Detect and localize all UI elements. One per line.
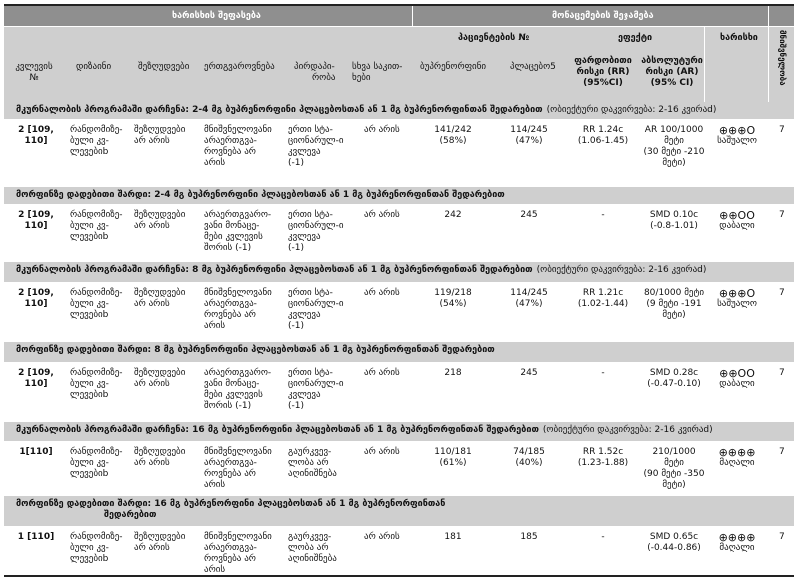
cell-line: 114/245 <box>510 125 548 135</box>
cell-line: 2 [109, <box>18 125 54 135</box>
cell-studies <box>14 447 58 458</box>
cell-line: - <box>601 368 605 378</box>
cell-other <box>364 447 414 458</box>
col-rr-line: ფარდობითი <box>574 56 632 66</box>
cell-line: 1[110] <box>19 447 53 457</box>
cell-line: ციონარულ-ი <box>288 379 344 389</box>
cell-line: ლევებიb <box>70 390 109 400</box>
cell-rr <box>570 288 636 310</box>
cell-line: არ არის <box>364 210 400 220</box>
cell-line: - <box>601 532 605 542</box>
cell-line: 2 [109, <box>18 368 54 378</box>
cell-line: ერთი სტა- <box>288 210 333 220</box>
cell-studies <box>14 210 58 232</box>
col-ar-line: აბსოლუტური <box>641 56 703 66</box>
cell-line: არ არის <box>364 532 400 542</box>
cell-limitations <box>134 368 196 390</box>
cell-line: არ არის <box>134 136 170 146</box>
cell-line: ლობა არ <box>288 543 329 553</box>
section-title: მკურნალობის პროგრამაში დარჩენა: 16 მგ ბუპრენორფინი პლაცებოსთან ან 1 მგ ბუპრენორფინთან შედარებით <box>16 425 539 435</box>
section-header <box>4 262 794 282</box>
cell-design <box>70 532 130 565</box>
cell-line: 2 [109, <box>18 288 54 298</box>
cell-line: კვლევა <box>288 390 321 400</box>
cell-line: ბული კვ- <box>70 458 109 468</box>
cell-inconsistency <box>204 288 284 332</box>
summary-of-findings-header: მონაცემების შეჯამება <box>552 11 654 21</box>
quality-label: საშუალო <box>717 299 757 309</box>
section-title: მკურნალობის პროგრამაში დარჩენა: 8 მგ ბუპრენორფინი პლაცებოსთან ან 1 მგ ბუპრენორფინთან შედარებით <box>16 265 533 275</box>
cell-line: არაერთგვა- <box>204 458 257 468</box>
cell-line: (47%) <box>515 299 543 309</box>
cell-line: ლევებიb <box>70 310 109 320</box>
cell-rr <box>570 447 636 469</box>
cell-bup <box>418 210 488 221</box>
cell-line: (-1) <box>288 243 304 253</box>
col-other-header <box>352 62 402 84</box>
cell-line: შორის (-1) <box>204 243 252 253</box>
cell-line: (-0.8-1.01) <box>650 221 698 231</box>
quality-rating: ⊕⊕⊕⊕ <box>718 531 756 544</box>
cell-inconsistency <box>204 447 284 491</box>
cell-rr <box>570 532 636 543</box>
cell-other <box>364 532 414 543</box>
cell-line: RR 1.24c <box>582 125 624 135</box>
quality-rating: ⊕⊕⊕O <box>718 124 756 137</box>
cell-inconsistency <box>204 532 284 576</box>
cell-line: გაურკვევ- <box>288 447 332 457</box>
col-rr-line: რისკი (RR) <box>576 67 630 77</box>
col-studies-line: № <box>29 73 39 83</box>
cell-line: არ არის <box>134 299 170 309</box>
divider-importance <box>768 6 769 102</box>
cell-placebo <box>494 210 564 221</box>
section-title: მორფინზე დადებითი შარდი: 8 მგ ბუპრენორფინი პლაცებოსთან ან 1 მგ ბუპრენორფინთან შედარებით <box>16 345 495 355</box>
cell-line: (-1) <box>288 321 304 331</box>
cell-limitations <box>134 532 196 554</box>
cell-line: კვლევა <box>288 310 321 320</box>
cell-limitations <box>134 210 196 232</box>
cell-line: არის <box>204 480 226 490</box>
cell-line: ვანი მონაცე- <box>204 379 260 389</box>
cell-inconsistency <box>204 210 284 254</box>
section-note: (ობიექტური დაკვირვება: 2-16 კვირაd) <box>542 425 713 435</box>
col-studies-header <box>14 62 54 84</box>
cell-other <box>364 125 414 136</box>
cell-line: არის <box>204 565 226 575</box>
cell-line: 110] <box>24 136 48 146</box>
cell-line: არ არის <box>364 368 400 378</box>
cell-limitations <box>134 288 196 310</box>
cell-design <box>70 125 130 158</box>
cell-quality <box>708 210 766 232</box>
cell-quality <box>708 368 766 390</box>
cell-line: არ არის <box>134 458 170 468</box>
section-header <box>4 102 794 119</box>
cell-line: რანდომიზე- <box>70 368 123 378</box>
cell-ar <box>636 447 712 491</box>
quality-rating: ⊕⊕OO <box>719 209 755 222</box>
cell-line: ბული კვ- <box>70 221 109 231</box>
cell-line: არაერთგვარო- <box>204 210 272 220</box>
cell-design <box>70 210 130 243</box>
section-header <box>4 342 794 362</box>
quality-label: დაბალი <box>719 221 755 231</box>
cell-rr <box>570 368 636 379</box>
cell-line: (47%) <box>515 136 543 146</box>
col-studies-line: კვლევის <box>15 62 53 72</box>
cell-line: ლევებიb <box>70 469 109 479</box>
cell-indirectness <box>288 368 352 412</box>
cell-line: (1.06-1.45) <box>577 136 629 146</box>
cell-line: არ არის <box>134 543 170 553</box>
cell-importance: 7 <box>779 288 785 298</box>
cell-line: ერთი სტა- <box>288 288 333 298</box>
divider-quality <box>704 26 705 102</box>
cell-line: (40%) <box>515 458 543 468</box>
col-indirectness-line: რობა <box>312 73 336 83</box>
cell-line: კვლევა <box>288 147 321 157</box>
cell-line: AR 100/1000 <box>644 125 704 135</box>
section-header <box>4 422 794 441</box>
cell-design <box>70 368 130 401</box>
cell-line: (54%) <box>439 299 467 309</box>
cell-other <box>364 210 414 221</box>
cell-line: ლევებიb <box>70 147 109 157</box>
cell-bup <box>418 368 488 379</box>
cell-line: მეტი) <box>662 158 686 168</box>
col-rr-header <box>570 56 636 89</box>
cell-line: მები კვლევის <box>204 232 263 242</box>
cell-line: რანდომიზე- <box>70 532 123 542</box>
cell-line: 181 <box>444 532 462 542</box>
cell-line: მნიშვნელოვანი <box>204 125 272 135</box>
cell-limitations <box>134 447 196 469</box>
cell-line: მნიშვნელოვანი <box>204 532 272 542</box>
importance-header: მნიშვნელობა <box>778 30 787 86</box>
cell-line: 141/242 <box>434 125 472 135</box>
cell-line: არ არის <box>364 447 400 457</box>
cell-placebo <box>494 447 564 469</box>
divider-groups <box>412 6 413 26</box>
cell-other <box>364 288 414 299</box>
col-placebo-header: პლაცებო5 <box>510 62 556 72</box>
cell-line: არაერთგვა- <box>204 543 257 553</box>
col-inconsistency-header: ერთგვაროვნება <box>204 62 275 72</box>
col-indirectness-line: პირდაპი- <box>294 62 335 72</box>
cell-line: 74/185 <box>513 447 545 457</box>
cell-line: SMD 0.10c <box>649 210 699 220</box>
cell-line: ციონარულ-ი <box>288 221 344 231</box>
section-title-line2: შედარებით <box>104 510 157 520</box>
cell-studies <box>14 368 58 390</box>
cell-placebo <box>494 288 564 310</box>
cell-line: (61%) <box>439 458 467 468</box>
cell-line: არის <box>204 321 226 331</box>
cell-other <box>364 368 414 379</box>
cell-quality <box>708 288 766 310</box>
cell-line: შეზღუდვები <box>134 125 186 135</box>
cell-line: - <box>601 210 605 220</box>
cell-line: შეზღუდვები <box>134 210 186 220</box>
cell-line: რანდომიზე- <box>70 288 123 298</box>
cell-line: (1.23-1.88) <box>577 458 629 468</box>
cell-line: რანდომიზე- <box>70 125 123 135</box>
cell-ar <box>636 368 712 390</box>
cell-line: RR 1.52c <box>582 447 624 457</box>
section-title: მკურნალობის პროგრამაში დარჩენა: 2-4 მგ ბუპრენორფინი პლაცებოსთან ან 1 მგ ბუპრენორფინთან შედარებით <box>16 105 543 115</box>
cell-line: ბული კვ- <box>70 299 109 309</box>
cell-line: შეზღუდვები <box>134 447 186 457</box>
cell-line: შეზღუდვები <box>134 368 186 378</box>
cell-bup <box>418 447 488 469</box>
patients-number-header: პაციენტების № <box>458 33 530 43</box>
col-other-line: ხები <box>352 73 371 83</box>
cell-line: არის <box>204 158 226 168</box>
cell-quality <box>708 447 766 469</box>
section-header <box>4 496 794 526</box>
cell-rr <box>570 125 636 147</box>
cell-line: მნიშვნელოვანი <box>204 447 272 457</box>
quality-rating: ⊕⊕OO <box>719 367 755 380</box>
cell-line: არ არის <box>134 221 170 231</box>
quality-label: მაღალი <box>719 543 755 553</box>
col-limitations-header: შეზღუდვები <box>138 62 190 72</box>
cell-line: (-1) <box>288 401 304 411</box>
cell-bup <box>418 125 488 147</box>
cell-line: 2 [109, <box>18 210 54 220</box>
col-ar-header <box>634 56 710 89</box>
cell-line: (-0.47-0.10) <box>647 379 701 389</box>
cell-line: კვლევა <box>288 232 321 242</box>
cell-studies <box>14 532 58 543</box>
cell-line: ვანი მონაცე- <box>204 221 260 231</box>
cell-studies <box>14 288 58 310</box>
cell-indirectness <box>288 125 352 169</box>
cell-inconsistency <box>204 125 284 169</box>
col-indirectness-header <box>294 62 335 84</box>
cell-line: აღინიშნება <box>288 554 337 564</box>
quality-assessment-header: ხარისხის შეფასება <box>172 11 261 21</box>
cell-line: ბული კვ- <box>70 543 109 553</box>
cell-importance: 7 <box>779 532 785 542</box>
col-ar-line: (95% CI) <box>650 78 694 88</box>
cell-line: არაერთგვა- <box>204 136 257 146</box>
cell-line: შეზღუდვები <box>134 288 186 298</box>
cell-indirectness <box>288 210 352 254</box>
cell-importance: 7 <box>779 368 785 378</box>
cell-line: 245 <box>520 368 538 378</box>
cell-line: შეზღუდვები <box>134 532 186 542</box>
cell-studies <box>14 125 58 147</box>
col-other-line: სხვა საკით- <box>352 62 403 72</box>
cell-line: მეტი) <box>662 480 686 490</box>
effect-header: ეფექტი <box>618 33 653 43</box>
quality-label: დაბალი <box>719 379 755 389</box>
cell-indirectness <box>288 447 352 480</box>
col-rr-line: (95%CI) <box>583 78 623 88</box>
cell-line: როვნება არ <box>204 310 256 320</box>
cell-line: 218 <box>444 368 462 378</box>
cell-line: მნიშვნელოვანი <box>204 288 272 298</box>
cell-indirectness <box>288 288 352 332</box>
grade-evidence-table <box>4 4 794 577</box>
cell-line: 245 <box>520 210 538 220</box>
cell-line: ლევებიb <box>70 232 109 242</box>
cell-indirectness <box>288 532 352 565</box>
col-bup-header: ბუპრენორფინი <box>420 62 487 72</box>
cell-line: 119/218 <box>434 288 472 298</box>
cell-line: 110] <box>24 221 48 231</box>
header-band-top <box>4 6 794 26</box>
cell-line: არ არის <box>134 379 170 389</box>
quality-header: ხარისხი <box>720 33 758 43</box>
cell-design <box>70 447 130 480</box>
cell-limitations <box>134 125 196 147</box>
cell-line: 185 <box>520 532 538 542</box>
cell-importance: 7 <box>779 125 785 135</box>
cell-line: 210/1000 <box>652 447 696 457</box>
cell-line: მეტი <box>664 458 684 468</box>
section-header <box>4 187 794 204</box>
col-ar-line: რისკი (AR) <box>645 67 699 77</box>
section-note: (ობიექტური დაკვირვება: 2-16 კვირაd) <box>546 105 717 115</box>
cell-line: მები კვლევის <box>204 390 263 400</box>
cell-line: (90 მეტი -350 <box>643 469 705 479</box>
cell-line: როვნება არ <box>204 147 256 157</box>
section-note: (ობიექტური დაკვირვება: 2-16 კვირაd) <box>536 265 707 275</box>
cell-rr <box>570 210 636 221</box>
cell-ar <box>636 210 712 232</box>
cell-line: 80/1000 მეტი <box>643 288 705 298</box>
section-title: მორფინზე დადებითი შარდი: 16 მგ ბუპრენორფინი პლაცებოსთან ან 1 მგ ბუპრენორფინთან <box>16 499 446 509</box>
quality-label: მაღალი <box>719 458 755 468</box>
cell-line: (-1) <box>288 158 304 168</box>
cell-quality <box>708 125 766 147</box>
cell-line: (9 მეტი -191 <box>646 299 702 309</box>
cell-line: 110] <box>24 379 48 389</box>
cell-bup <box>418 532 488 543</box>
cell-line: 114/245 <box>510 288 548 298</box>
cell-line: ერთი სტა- <box>288 368 333 378</box>
cell-design <box>70 288 130 321</box>
cell-line: ციონარულ-ი <box>288 136 344 146</box>
section-title: მორფინზე დადებითი შარდი: 2-4 მგ ბუპრენორფინი პლაცებოსთან ან 1 მგ ბუპრენორფინთან შედარებით <box>16 190 505 200</box>
cell-line: RR 1.21c <box>582 288 624 298</box>
cell-line: მეტი <box>664 136 684 146</box>
cell-line: შორის (-1) <box>204 401 252 411</box>
cell-importance: 7 <box>779 447 785 457</box>
cell-line: არაერთგვა- <box>204 299 257 309</box>
cell-line: ბული კვ- <box>70 136 109 146</box>
cell-line: (58%) <box>439 136 467 146</box>
header-rule <box>4 26 794 27</box>
cell-line: (-0.44-0.86) <box>647 543 701 553</box>
cell-ar <box>636 125 712 169</box>
cell-inconsistency <box>204 368 284 412</box>
header-band-middle <box>4 26 794 52</box>
cell-line: 242 <box>444 210 462 220</box>
cell-line: 110] <box>24 299 48 309</box>
cell-bup <box>418 288 488 310</box>
cell-placebo <box>494 368 564 379</box>
cell-line: გაურკვევ- <box>288 532 332 542</box>
cell-line: როვნება არ <box>204 554 256 564</box>
cell-line: რანდომიზე- <box>70 210 123 220</box>
cell-line: ლობა არ <box>288 458 329 468</box>
cell-line: აღინიშნება <box>288 469 337 479</box>
cell-line: ციონარულ-ი <box>288 299 344 309</box>
cell-line: (1.02-1.44) <box>577 299 629 309</box>
cell-line: როვნება არ <box>204 469 256 479</box>
quality-label: საშუალო <box>717 136 757 146</box>
cell-line: SMD 0.65c <box>649 532 699 542</box>
cell-line: 110/181 <box>434 447 472 457</box>
cell-line: რანდომიზე- <box>70 447 123 457</box>
cell-line: ბული კვ- <box>70 379 109 389</box>
cell-placebo <box>494 532 564 543</box>
cell-line: არ არის <box>364 125 400 135</box>
header-band-columns <box>4 52 794 102</box>
cell-line: 1 [110] <box>17 532 55 542</box>
cell-placebo <box>494 125 564 147</box>
cell-line: არ არის <box>364 288 400 298</box>
quality-rating: ⊕⊕⊕O <box>718 287 756 300</box>
col-design-header: დიზაინი <box>76 62 112 72</box>
cell-importance: 7 <box>779 210 785 220</box>
quality-rating: ⊕⊕⊕⊕ <box>718 446 756 459</box>
cell-line: ერთი სტა- <box>288 125 333 135</box>
cell-ar <box>636 288 712 321</box>
cell-quality <box>708 532 766 554</box>
cell-line: (30 მეტი -210 <box>643 147 705 157</box>
cell-line: SMD 0.28c <box>649 368 699 378</box>
cell-line: მეტი) <box>662 310 686 320</box>
cell-ar <box>636 532 712 554</box>
cell-line: არაერთგვარო- <box>204 368 272 378</box>
cell-line: ლევებიb <box>70 554 109 564</box>
